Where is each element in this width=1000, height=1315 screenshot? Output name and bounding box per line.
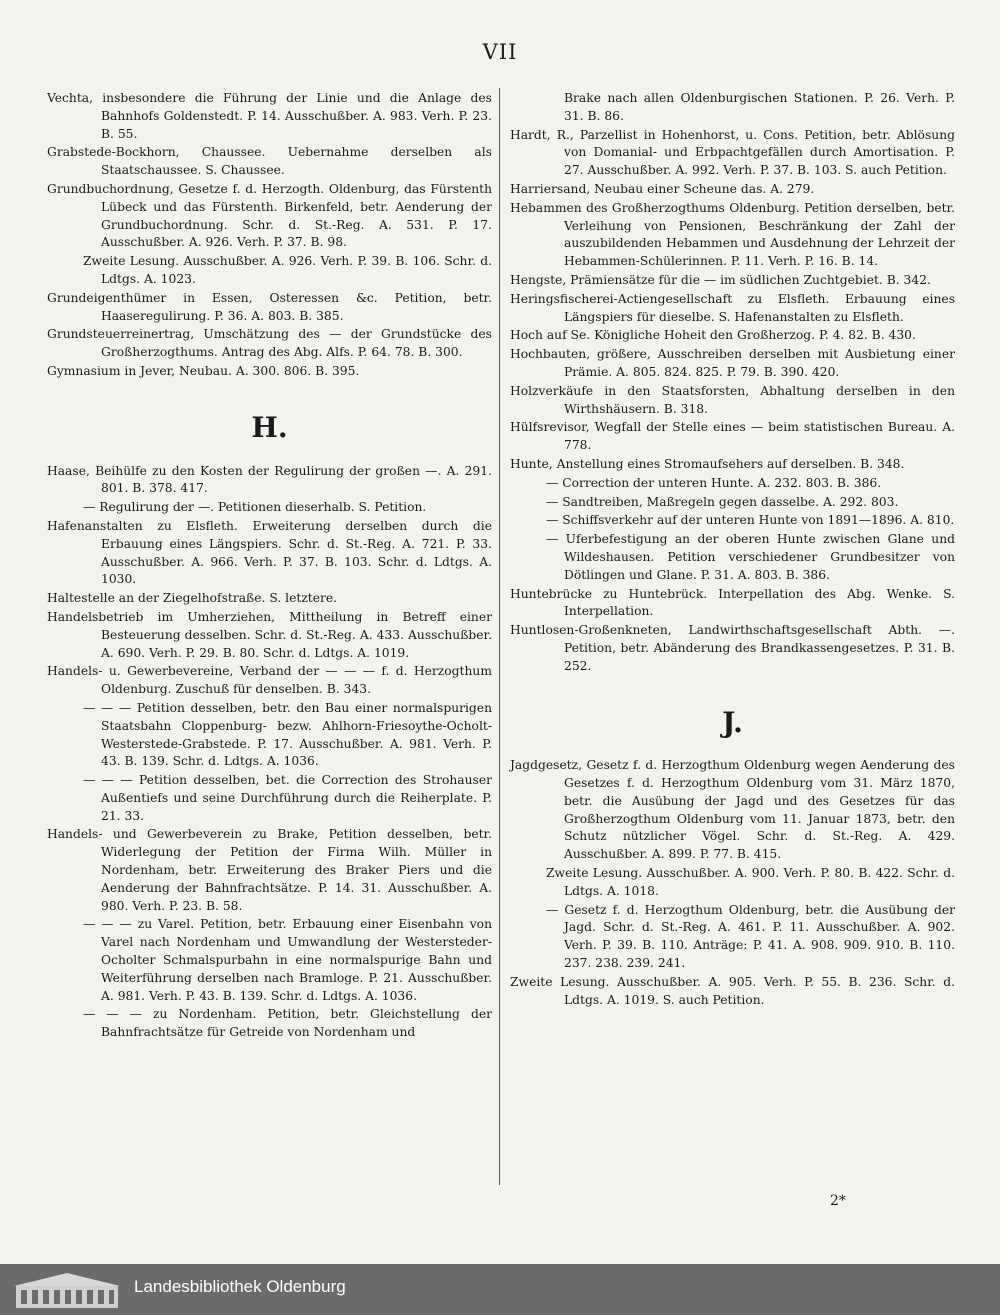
index-entry <box>510 419 955 455</box>
entry-text: Grundsteuerreinertrag, Umschätzung des — der Grundstücke des Großherzogthums. Antrag des Abg. Alfs. P. 64. 78. B. 300. <box>47 327 492 360</box>
index-entry <box>510 291 955 327</box>
index-entry <box>510 974 955 1010</box>
entry-text: Zweite Lesung. Ausschußber. A. 900. Verh. P. 80. B. 422. Schr. d. Ldtgs. A. 1018. <box>546 866 955 898</box>
entry-text: — Regulirung der —. Petitionen dieserhalb. S. Petition. <box>83 500 427 515</box>
index-subentry <box>510 475 955 493</box>
index-entry-continuation <box>510 90 955 126</box>
index-entry <box>510 272 955 290</box>
entry-text: Hafenanstalten zu Elsfleth. Erweiterung derselben durch die Erbauung eines Längspiers. Schr. d. St.-Reg. A. 721. P. 33. Ausschußber. A. 966. Verh. P. 37. B. 103. Schr. d. Ldtgs. A. 1030. <box>47 518 492 587</box>
index-entry <box>510 327 955 345</box>
index-subentry <box>510 512 955 530</box>
entry-text: Zweite Lesung. Ausschußber. A. 926. Verh. P. 39. B. 106. Schr. d. Ldtgs. A. 1023. <box>83 254 492 286</box>
entry-text: Grabstede-Bockhorn, Chaussee. Uebernahme derselben als Staatschaussee. S. Chaussee. <box>47 145 492 178</box>
index-entry <box>510 757 955 864</box>
entry-text: Handels- und Gewerbeverein zu Brake, Petition desselben, betr. Widerlegung der Petition der Firma Wilh. Müller in Nordenham, betr. Erweiterung des Braker Piers und die Aenderung der Bahnfrachtsätze. P. 14. 31. Ausschußber. A. 980. Verh. P. 23. B. 58. <box>47 827 492 913</box>
sheet-signature: 2* <box>830 1193 846 1209</box>
entry-text: Hunte, Anstellung eines Stromaufsehers auf derselben. B. 348. <box>510 456 905 471</box>
entry-text: Jagdgesetz, Gesetz f. d. Herzogthum Oldenburg wegen Aenderung des Gesetzes f. d. Herzogthum Oldenburg vom 31. März 1870, betr. die Ausübung der Jagd und des Gesetzes für das Großherzogthum Oldenburg vom 11. Januar 1873, betr. den Schutz nützlicher Vögel. Schr. d. St.-Reg. A. 429. Ausschußber. A. 899. P. 77. B. 415. <box>510 758 955 862</box>
index-subentry <box>47 772 492 825</box>
index-entry <box>47 826 492 915</box>
index-entry <box>510 456 955 474</box>
entry-text: Haase, Beihülfe zu den Kosten der Regulirung der großen —. A. 291. 801. B. 378. 417. <box>47 463 492 496</box>
entry-text: Huntlosen-Großenkneten, Landwirthschaftsgesellschaft Abth. —. Petition, betr. Abänderung des Brandkassengesetzes. P. 31. B. 252. <box>510 623 955 673</box>
entry-text: — Sandtreiben, Maßregeln gegen dasselbe. A. 292. 803. <box>546 494 899 509</box>
index-entry <box>47 326 492 362</box>
index-entry <box>510 383 955 419</box>
entry-text: Heringsfischerei-Actiengesellschaft zu Elsfleth. Erbauung eines Längspiers für dieselbe. S. Hafenanstalten zu Elsfleth. <box>510 291 955 324</box>
entry-text: Hochbauten, größere, Ausschreiben derselben mit Ausbietung einer Prämie. A. 805. 824. 825. P. 79. B. 390. 420. <box>510 347 955 379</box>
entry-text: — Gesetz f. d. Herzogthum Oldenburg, betr. die Ausübung der Jagd. Schr. d. St.-Reg. A. 461. P. 11. Ausschußber. A. 902. Verh. P. 39. B. 110. Anträge: P. 41. A. 908. 909. 910. B. 110. 237. 238. 239. 241. <box>546 902 955 971</box>
index-entry <box>510 200 955 271</box>
entry-text: Hoch auf Se. Königliche Hoheit den Großherzog. P. 4. 82. B. 430. <box>510 328 916 343</box>
entry-text: — — — zu Nordenham. Petition, betr. Gleichstellung der Bahnfrachtsätze für Getreide von Nordenham und <box>83 1007 492 1040</box>
index-entry <box>510 586 955 622</box>
entry-text: Handelsbetrieb im Umherziehen, Mittheilung in Betreff einer Besteuerung desselben. Schr. d. St.-Reg. A. 433. Ausschußber. A. 690. Verh. P. 29. B. 80. Schr. d. Ldtgs. A. 1019. <box>47 609 492 660</box>
page-number: VII <box>482 40 518 64</box>
index-entry <box>510 127 955 180</box>
entry-text: — — — Petition desselben, betr. den Bau einer normalspurigen Staatsbahn Cloppenburg- bezw. Ahlhorn-Friesoythe-Ocholt-Westerstede-Grabstede. P. 17. Ausschußber. A. 981. Verh. P. 43. B. 139. Schr. d. Ldtgs. A. 1036. <box>83 700 492 769</box>
index-subentry <box>47 916 492 1005</box>
index-subentry <box>510 494 955 512</box>
right-column <box>510 90 955 1010</box>
index-entry <box>47 663 492 699</box>
library-footer <box>0 1264 1000 1315</box>
index-entry <box>47 363 492 381</box>
index-entry <box>47 518 492 589</box>
index-entry <box>47 590 492 608</box>
index-entry <box>47 90 492 143</box>
index-entry <box>47 290 492 326</box>
entry-text: Grundbuchordnung, Gesetze f. d. Herzogth. Oldenburg, das Fürstenth Lübeck und das Fürstenth. Birkenfeld, betr. Aenderung der Grundbuchordnung. Schr. d. St.-Reg. A. 531. P. 17. Ausschußber. A. 926. Verh. P. 37. B. 98. <box>47 181 492 250</box>
entry-text: Handels- u. Gewerbevereine, Verband der — — — f. d. Herzogthum Oldenburg. Zuschuß für denselben. B. 343. <box>47 664 492 697</box>
index-entry <box>47 181 492 252</box>
entry-text: Gymnasium in Jever, Neubau. A. 300. 806. B. 395. <box>47 363 360 378</box>
entry-text: Hülfsrevisor, Wegfall der Stelle eines — beim statistischen Bureau. A. 778. <box>510 420 955 453</box>
section-letter-heading: J. <box>722 705 743 739</box>
entry-text: — — — zu Varel. Petition, betr. Erbauung einer Eisenbahn von Varel nach Nordenham und Umwandlung der Westersteder-Ocholter Schmalspurbahn in eine normalspurige Bahn und Weiterführung derselben nach Bramloge. P. 21. Ausschußber. A. 981. Verh. P. 43. B. 139. Schr. d. Ldtgs. A. 1036. <box>83 917 492 1003</box>
index-entry <box>510 622 955 675</box>
index-subentry <box>510 865 955 901</box>
entry-text: Grundeigenthümer in Essen, Osteressen &c. Petition, betr. Haaseregulirung. P. 36. A. 803. B. 385. <box>47 290 492 323</box>
left-column <box>47 90 492 1043</box>
entry-text: Hardt, R., Parzellist in Hohenhorst, u. Cons. Petition, betr. Ablösung von Domanial- und Erbpachtgefällen durch Amortisation. P. 27. Ausschußber. A. 992. Verh. P. 37. B. 103. S. auch Petition. <box>510 127 955 178</box>
entry-text: Hebammen des Großherzogthums Oldenburg. Petition derselben, betr. Verleihung von Pensionen, Beschränkung der Zahl der auszubildenden Hebammen und Ausdehnung der Lehrzeit der Hebammen-Schülerinnen. P. 11. Verh. P. 16. B. 14. <box>510 200 955 269</box>
entry-text: Vechta, insbesondere die Führung der Linie und die Anlage des Bahnhofs Goldenstedt. P. 14. Ausschußber. A. 983. Verh. P. 23. B. 55. <box>47 91 492 141</box>
entry-text: Holzverkäufe in den Staatsforsten, Abhaltung derselben in den Wirthshäusern. B. 318. <box>510 383 955 416</box>
entry-text: — Uferbefestigung an der oberen Hunte zwischen Glane und Wildeshausen. Petition verschiedener Grundbesitzer von Dötlingen und Glane. P. 31. A. 803. B. 386. <box>546 532 955 582</box>
column-divider <box>499 88 500 1185</box>
index-entry <box>47 463 492 499</box>
index-subentry <box>47 700 492 771</box>
library-name: Landesbibliothek Oldenburg <box>134 1277 346 1296</box>
entry-text: Zweite Lesung. Ausschußber. A. 905. Verh. P. 55. B. 236. Schr. d. Ldtgs. A. 1019. S. auch Petition. <box>510 974 955 1007</box>
index-subentry <box>47 499 492 517</box>
entry-text: — — — Petition desselben, bet. die Correction des Strohauser Außentiefs und seine Durchführung durch die Reiherplate. P. 21. 33. <box>83 773 492 823</box>
index-subentry <box>47 253 492 289</box>
entry-text: — Correction der unteren Hunte. A. 232. 803. B. 386. <box>546 475 882 490</box>
section-letter-heading: H. <box>251 410 288 444</box>
entry-text: Harriersand, Neubau einer Scheune das. A. 279. <box>510 181 815 196</box>
index-entry <box>510 181 955 199</box>
entry-text: Brake nach allen Oldenburgischen Stationen. P. 26. Verh. P. 31. B. 86. <box>564 91 955 123</box>
index-entry <box>510 346 955 382</box>
entry-text: Haltestelle an der Ziegelhofstraße. S. letztere. <box>47 591 338 606</box>
library-building-icon <box>10 1270 124 1310</box>
index-entry <box>47 144 492 180</box>
entry-text: Hengste, Prämiensätze für die — im südlichen Zuchtgebiet. B. 342. <box>510 272 931 287</box>
index-subentry <box>47 1006 492 1042</box>
entry-text: — Schiffsverkehr auf der unteren Hunte von 1891—1896. A. 810. <box>546 513 955 528</box>
entry-text: Huntebrücke zu Huntebrück. Interpellation des Abg. Wenke. S. Interpellation. <box>510 586 955 619</box>
index-entry <box>47 609 492 662</box>
index-subentry <box>510 531 955 584</box>
index-subentry <box>510 902 955 973</box>
